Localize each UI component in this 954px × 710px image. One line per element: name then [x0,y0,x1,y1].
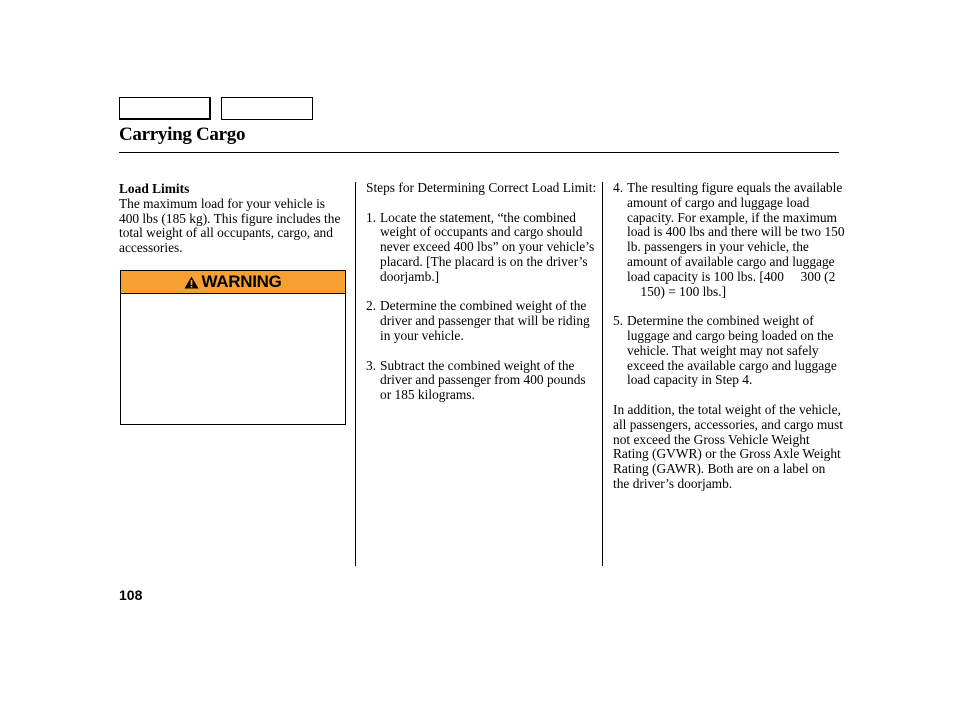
closing-paragraph: In addition, the total weight of the vehicle, all passengers, accessories, and cargo must not exceed the Gross Vehicle Weight Rating (GVWR) or the Gross Axle Weight Rating (GAWR). Both are on a label on the driver’s doorjamb. [613,401,843,491]
step-number: 4. [613,180,624,195]
step-number: 5. [613,313,624,329]
right-column [613,181,845,492]
title-rule [119,152,839,153]
steps-intro: Steps for Determining Correct Load Limit: [366,180,597,195]
middle-column [366,181,598,403]
step-text: Determine the combined weight of luggage and cargo being loaded on the vehicle. That weight may not safely exceed the available cargo and luggage load capacity in Step 4. [627,313,837,388]
warning-header [121,271,345,294]
step-text: Subtract the combined weight of the driver and passenger from 400 pounds or 185 kilograms. [380,357,586,403]
step-text: Determine the combined weight of the driver and passenger that will be riding in your vehicle. [380,298,590,343]
step-text: The resulting figure equals the available amount of cargo and luggage load capacity. For example, if the maximum load is 400 lbs and there will be two 150 lb. passengers in your vehicle, the amount of available cargo and luggage load capacity is 100 lbs. [400 300 (2 150) = 100 lbs.] [627,180,845,299]
step-item [613,314,845,388]
step-item [366,299,598,343]
left-column [119,182,347,256]
page-title: Carrying Cargo [119,124,246,145]
step-item [366,211,598,285]
nav-tab-1[interactable] [119,97,211,120]
step-item [366,359,598,403]
load-limits-paragraph: The maximum load for your vehicle is 400 lbs (185 kg). This figure includes the total weight of all occupants, cargo, and accessories. [119,195,341,256]
warning-box [120,270,346,425]
step-item [613,181,845,299]
step-number: 3. [366,357,377,373]
nav-tab-2[interactable] [221,97,313,120]
step-text: Locate the statement, “the combined weight of occupants and cargo should never exceed 400 lbs” on your vehicle’s placard. [The placard is on the driver’s doorjamb.] [380,209,595,284]
section-heading: Load Limits [119,181,190,196]
page-number: 108 [119,587,143,603]
step-number: 1. [366,209,377,225]
warning-triangle-icon [184,276,199,289]
column-divider-1 [355,182,356,566]
warning-label: WARNING [201,272,282,291]
step-number: 2. [366,298,377,314]
column-divider-2 [602,182,603,566]
